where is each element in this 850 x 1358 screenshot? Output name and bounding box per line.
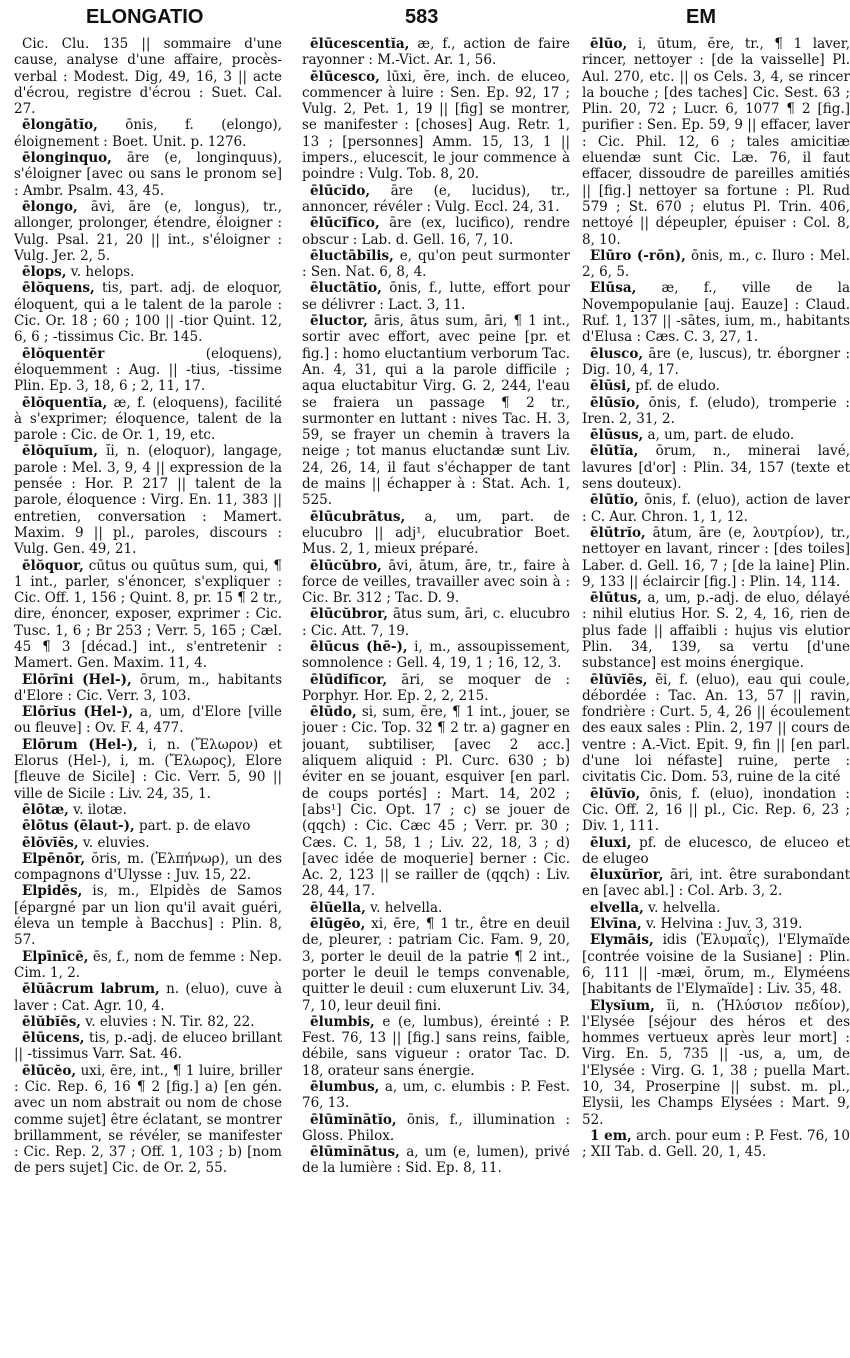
entry-definition: āre (e, lucidus), tr., annoncer, révéler : Vulg. Eccl. 24, 31. (302, 182, 570, 215)
dictionary-entry (14, 851, 282, 884)
entry-definition: ōnis, f. (eludo), tromperie : Iren. 2, 31, 2. (582, 394, 850, 427)
entry-headword: ēlūtĭo, (590, 492, 639, 509)
entry-definition: āri, int. être surabondant en [avec abl.] : Col. Arb. 3, 2. (582, 867, 850, 900)
entry-headword: 1 em, (590, 1127, 632, 1144)
dictionary-entry (302, 558, 570, 607)
entry-headword: ēlūcĭdo, (310, 182, 371, 199)
entry-headword: ēlŭbĭēs, (22, 1013, 81, 1030)
entry-definition: ātum, āre (e, λουτρίον), tr., nettoyer en lavant, rincer : [des toiles] Laber. d. Gell. 16, 7 ; [de la laine] Plin. 9, 133 || éclaircir [fig.] : Plin. 14, 114. (582, 524, 850, 590)
dictionary-entry (302, 606, 570, 639)
header-right-guideword: EM (686, 6, 716, 28)
entry-headword: Elūsa, (590, 280, 637, 297)
entry-headword: ēlŏquentĕr (22, 345, 105, 362)
entry-headword: Elōrum (Hel-), (22, 736, 138, 753)
entry-headword: ēlūtĭa, (590, 443, 639, 460)
entry-definition: cūtus ou quūtus sum, qui, ¶ 1 int., parler, s'énoncer, s'expliquer : Cic. Off. 1, 156 ; Quint. 8, pr. 15 ¶ 2 tr., dire, énoncer, exposer, exprimer : Cic. Tusc. 1, 6 ; Br 253 ; Verr. 5, 165 ; Cæl. 45 ¶ 3 [décad.] int., s'entretenir : Mamert. Gen. Maxim. 11, 4. (14, 557, 282, 672)
dictionary-entry (302, 183, 570, 216)
dictionary-entry (302, 1014, 570, 1079)
dictionary-entry (14, 704, 282, 737)
entry-headword: ēlŭella, (310, 899, 366, 916)
dictionary-entry (582, 900, 850, 916)
entry-definition: ōnis, f., illumination : Gloss. Philox. (302, 1111, 570, 1144)
dictionary-entry (14, 36, 282, 117)
entry-definition: āvi, āre (e, longus), tr., allonger, prolonger, étendre, éloigner : Vulg. Psal. 21, 20 || int., s'éloigner : Vulg. Jer. 2, 5. (14, 198, 282, 264)
entry-headword: ēlōtus (ēlaut-), (22, 818, 135, 835)
entry-definition: part. p. de elavo (138, 818, 251, 835)
entry-definition: idis (Ἐλυμαΐς), l'Elymaïde [contrée voisine de la Susiane] : Plin. 6, 111 || -mæi, ōrum, m., Elyméens [habitants de l'Elymaïde] : Liv. 35, 48. (582, 932, 850, 998)
entry-definition: lūxi, ĕre, inch. de eluceo, commencer à luire : Sen. Ep. 92, 17 ; Vulg. 2, Pet. 1, 19 || [fig] se montrer, se manifester : [choses] Aug. Retr. 1, 13 ; [personnes] Amm. 15, 13, 1 || impers., elucescit, le jour commence à poindre : Vulg. Tob. 8, 20. (302, 68, 570, 183)
entry-headword: ēlūcŭbro, (310, 557, 382, 574)
entry-headword: ēlūdĭfĭcor, (310, 671, 388, 688)
column-1 (14, 36, 282, 1354)
dictionary-entry (582, 1128, 850, 1161)
entry-definition: pf. de elucesco, de eluceo et de elugeo (582, 834, 850, 867)
entry-headword: ēlŭvĭo, (590, 785, 641, 802)
entry-headword: ēlumbus, (310, 1079, 380, 1095)
entry-definition: æ, f., ville de la Novempopulanie [auj. Eauze] : Claud. Ruf. 1, 137 || -sātes, ium, m., habitants d'Elusa : Cæs. C. 3, 27, 1. (582, 280, 850, 346)
entry-headword: ēlops, (22, 264, 67, 281)
entry-definition: ēs, f., nom de femme : Nep. Cim. 1, 2. (14, 948, 282, 981)
entry-headword: ēlŏquens, (22, 280, 95, 297)
dictionary-entry (302, 280, 570, 313)
entry-headword: ēluxŭrĭor, (590, 867, 664, 884)
entry-definition: ŏris, m. (Ἐλπήνωρ), un des compagnons d'Ulysse : Juv. 15, 22. (14, 850, 282, 884)
dictionary-entry (14, 883, 282, 948)
entry-headword: elvella, (590, 899, 644, 916)
dictionary-entry (14, 949, 282, 982)
entry-definition: tis, p.-adj. de eluceo brillant || -tissimus Varr. Sat. 46. (14, 1030, 282, 1063)
entry-definition: pf. de eludo. (635, 378, 720, 395)
entry-definition: āre (e, luscus), tr. éborgner : Dig. 10, 4, 17. (582, 345, 850, 378)
dictionary-entry (582, 590, 850, 671)
entry-definition: is, m., Elpidès de Samos [épargné par un lion qu'il avait guéri, éleva un temple à Bacchus] : Plin. 8, 57. (14, 883, 282, 949)
entry-headword: ēlusco, (590, 345, 644, 362)
entry-headword: ēlŏquentĭa, (22, 394, 108, 411)
dictionary-entry (582, 280, 850, 345)
entry-headword: ēlūcus (hē-), (310, 638, 408, 655)
entry-headword: Elōrĭus (Hel-), (22, 704, 134, 721)
dictionary-entry (14, 150, 282, 199)
entry-definition: ōnis, f. (elongo), éloignement : Boet. Unit. p. 1276. (14, 117, 282, 150)
entry-headword: ēluctābĭlis, (310, 247, 394, 264)
dictionary-entry (582, 395, 850, 428)
column-2 (302, 36, 570, 1354)
entry-headword: ēlūmĭnātus, (310, 1144, 400, 1161)
dictionary-entry (302, 704, 570, 900)
entry-definition: a, um, part. de elucubro || adj¹, elucubratior Boet. Mus. 2, 1, mieux préparé. (302, 508, 570, 558)
entry-headword: ēlumbis, (310, 1013, 375, 1030)
entry-headword: ēlŭvĭēs, (590, 671, 648, 688)
entry-definition: v. eluvies : N. Tir. 82, 22. (85, 1013, 255, 1030)
entry-definition: ōrum, m., habitants d'Elore : Cic. Verr. 3, 103. (14, 671, 282, 704)
dictionary-entry (582, 835, 850, 868)
dictionary-entry (14, 737, 282, 802)
dictionary-entry (14, 1030, 282, 1063)
entry-headword: ēluctātĭo, (310, 280, 382, 297)
entry-headword: ēlūtus, (590, 590, 642, 607)
entry-definition: n. (eluo), cuve à laver : Cat. Agr. 10, 4. (14, 981, 282, 1014)
dictionary-entry (582, 932, 850, 997)
entry-headword: Elpēnōr, (22, 850, 86, 867)
entry-definition: a, um, d'Elore [ville ou fleuve] : Ov. F. 4, 477. (14, 704, 282, 737)
entry-headword: ēlūcĭfĭco, (310, 215, 380, 232)
entry-definition: e (e, lumbus), éreinté : P. Fest. 76, 13 || [fig.] sans reins, faible, débile, sans vigueur : orator Tac. D. 18, orateur sans énergie. (302, 1013, 570, 1079)
entry-headword: ēlūcubrātus, (310, 508, 406, 525)
dictionary-entry (302, 639, 570, 672)
entry-definition: æ, f., action de faire rayonner : M.-Vict. Ar. 1, 56. (302, 36, 570, 69)
entry-headword: ēlŭācrum labrum, (22, 981, 160, 998)
entry-definition: tis, part. adj. de eloquor, éloquent, qui a le talent de la parole : Cic. Or. 18 ; 60 ; 100 || -tior Quint. 12, 6, 6 ; -tissimus Cic. Br. 145. (14, 280, 282, 346)
entry-definition: ēi, f. (eluo), eau qui coule, débordée : Tac. An. 13, 57 || ravin, fondrière : Curt. 5, 4, 26 || écoulement des eaux sales : Plin. 2, 197 || cours de ventre : A.-Vict. Epit. 9, fin || [en parl. d'une loi néfaste] ruine, perte : civitatis Cic. Dom. 53, ruine de la cité (582, 671, 850, 786)
entry-definition: ĭi, n. (eloquor), langage, parole : Mel. 3, 9, 4 || expression de la pensée : Hor. P. 217 || talent de la parole, éloquence : Virg. En. 11, 383 || entretien, conversation : Mamert. Maxim. 9 || pl., paroles, discours : Vulg. Gen. 49, 21. (14, 443, 282, 558)
dictionary-entry (14, 835, 282, 851)
entry-definition: āvi, ātum, āre, tr., faire à force de veilles, travailler avec soin à : Cic. Br. 312 ; Tac. D. 9. (302, 557, 570, 607)
entry-headword: ēlūcens, (22, 1030, 85, 1047)
dictionary-entry (302, 215, 570, 248)
page-number: 583 (405, 6, 439, 28)
dictionary-entry (14, 818, 282, 834)
dictionary-entry (302, 672, 570, 705)
entry-definition: āre (e, longinquus), s'éloigner [avec ou sans le pronom se] : Ambr. Psalm. 43, 45. (14, 150, 282, 199)
entry-headword: ēlŏquĭum, (22, 443, 98, 460)
entry-definition: a, um (e, lumen), privé de la lumière : Sid. Ep. 8, 11. (302, 1144, 570, 1177)
entry-definition: v. ilotæ. (73, 801, 127, 818)
entry-definition: a, um, part. de eludo. (647, 427, 795, 444)
dictionary-entry (582, 867, 850, 900)
dictionary-entry (582, 916, 850, 932)
dictionary-entry (302, 1079, 570, 1112)
entry-headword: ēlūtrĭo, (590, 524, 646, 541)
entry-headword: ēlūgĕo, (310, 916, 366, 933)
entry-definition: v. helvella. (648, 899, 721, 916)
entry-headword: ēluctor, (310, 313, 368, 330)
entry-definition: xi, ēre, ¶ 1 tr., être en deuil de, pleurer, : patriam Cic. Fam. 9, 20, 3, porter le deuil de la patrie ¶ 2 int., porter le deuil le temps convenable, quitter le deuil : cum eluxerunt Liv. 34, 7, 10, leur deuil fini. (302, 916, 570, 1014)
entry-definition: i, m., assoupissement, somnolence : Gell. 4, 19, 1 ; 16, 12, 3. (302, 638, 570, 672)
entry-definition: ōnis, m., c. Iluro : Mel. 2, 6, 5. (582, 247, 850, 281)
entry-definition: si, sum, ĕre, ¶ 1 int., jouer, se jouer : Cic. Top. 32 ¶ 2 tr. a) gagner en jouant, subtiliser, [avec 2 acc.] aliquem aliquid : Pl. Curc. 630 ; b) éviter en se jouant, esquiver [en parl. de coups portés] : Mart. 14, 202 ; [abs¹] Cic. Opt. 17 ; c) se jouer de (qqch) : Cic. Cæc 45 ; Verr. pr. 30 ; Cæs. C. 1, 58, 1 ; Liv. 22, 18, 3 ; d) [avec idée de moquerie] berner : Cic. Ac. 2, 123 || se railler de (qqch) : Liv. 28, 44, 17. (302, 704, 570, 900)
entry-headword: ēlūmĭnātĭo, (310, 1111, 397, 1128)
entry-definition: ōnis, f., lutte, effort pour se délivrer : Lact. 3, 11. (302, 280, 570, 313)
dictionary-entry (302, 900, 570, 916)
entry-definition: āris, ātus sum, āri, ¶ 1 int., sortir avec effort, avec peine [pr. et fig.] : homo eluctantium verborum Tac. An. 4, 31, qui a la parole difficile ; aqua eluctabitur Virg. G. 2, 244, l'eau se fraiera un passage ¶ 2 tr., surmonter en luttant : nives Tac. H. 3, 59, se frayer un chemin à travers la neige ; tot manus eluctandæ sunt Liv. 24, 26, 14, il faut s'échapper de tant de mains || échapper à : Stat. Ach. 1, 525. (302, 313, 570, 509)
entry-headword: Elūro (-rōn), (590, 247, 686, 264)
dictionary-entry (14, 443, 282, 557)
entry-definition: āre (ex, lucifico), rendre obscur : Lab. d. Gell. 16, 7, 10. (302, 215, 570, 248)
entry-definition: ĭi, n. (Ἠλύσιον πεδίον), l'Elysée [séjour des héros et des hommes vertueux après leur mort] : Virg. En. 5, 735 || -us, a, um, de l'Elysée : Virg. G. 1, 38 ; puella Mart. 10, 34, Proserpine || subst. m. pl., Elysii, les Champs Elysées : Mart. 9, 52. (582, 997, 850, 1128)
entry-headword: Elpidēs, (22, 883, 83, 900)
dictionary-entry (582, 378, 850, 394)
entry-definition: uxi, ēre, int., ¶ 1 luire, briller : Cic. Rep. 6, 16 ¶ 2 [fig.] a) [en gén. avec un nom abstrait ou nom de chose comme sujet] être éclatant, se montrer brillamment, se révéler, se manifester : Cic. Rep. 2, 37 ; Off. 1, 103 ; b) [nom de pers sujet] Cic. de Or. 2, 55. (14, 1062, 282, 1177)
entry-headword: Elpīnīcē, (22, 948, 89, 965)
entry-headword: Elōrīni (Hel-), (22, 671, 132, 688)
entry-headword: ēlongo, (22, 198, 78, 215)
entry-headword: ēlŏvĭēs, (22, 834, 79, 851)
entry-definition: i, ūtum, ĕre, tr., ¶ 1 laver, rincer, nettoyer : [de la vaisselle] Pl. Aul. 270, etc. || os Cels. 3, 4, se rincer la bouche ; [des taches] Cic. Sest. 63 ; Plin. 20, 72 ; Lucr. 6, 1077 ¶ 2 [fig.] purifier : Sen. Ep. 59, 9 || effacer, laver : Cic. Phil. 12, 6 ; tales amicitiæ eluendæ sunt Cic. Læ. 76, il faut effacer, dissoudre de pareilles amitiés || [fig.] nettoyer sa fortune : Pl. Rud 579 ; St. 670 ; elutus Pl. Trin. 406, nettoyé || dépeupler, épuiser : Col. 8, 8, 10. (582, 36, 850, 248)
entry-headword: ēlŏquor, (22, 557, 84, 574)
entry-headword: ēlŭo, (590, 36, 628, 52)
dictionary-entry (582, 443, 850, 492)
entry-definition: æ, f. (eloquens), facilité à s'exprimer; éloquence, talent de la parole : Cic. de Or. 1, 19, etc. (14, 394, 282, 444)
dictionary-entry (302, 36, 570, 69)
dictionary-entry (582, 248, 850, 281)
dictionary-entry (302, 248, 570, 281)
entry-headword: Elymāis, (590, 932, 654, 949)
entry-definition: v. eluvies. (82, 834, 150, 851)
dictionary-entry (302, 69, 570, 183)
entry-headword: ēluxi, (590, 834, 632, 851)
dictionary-entry (14, 280, 282, 345)
dictionary-entry (302, 1112, 570, 1145)
entry-headword: Elysĭum, (590, 997, 655, 1014)
dictionary-entry (14, 395, 282, 444)
entry-headword: ēlongātĭo, (22, 117, 98, 134)
dictionary-entry (14, 117, 282, 150)
dictionary-entry (302, 916, 570, 1014)
entry-headword: ēlūcŭbror, (310, 606, 388, 623)
header-left-guideword: ELONGATIO (86, 6, 204, 28)
entry-definition: v. helvella. (370, 899, 443, 916)
entry-definition: ōrum, n., minerai lavé, lavures [d'or] : Plin. 34, 157 (texte et sens douteux). (582, 443, 850, 493)
entry-definition: v. Helvina : Juv. 3, 319. (645, 916, 803, 933)
entry-definition: arch. pour eum : P. Fest. 76, 10 ; XII Tab. d. Gell. 20, 1, 45. (582, 1127, 850, 1161)
entry-headword: ēlūcesco, (310, 68, 380, 85)
dictionary-entry (582, 786, 850, 835)
running-header (0, 6, 850, 38)
entry-headword: ēlūsi, (590, 378, 631, 395)
entry-definition: Cic. Clu. 135 || sommaire d'une cause, analyse d'une affaire, procès-verbal : Modest. Dig, 49, 16, 3 || acte d'écrou, registre d'écrou : Suet. Cal. 27. (14, 36, 282, 118)
dictionary-entry (14, 672, 282, 705)
dictionary-entry (302, 313, 570, 509)
dictionary-entry (582, 346, 850, 379)
dictionary-entry (582, 672, 850, 786)
dictionary-entry (14, 199, 282, 264)
entry-headword: ēlūsĭo, (590, 394, 640, 411)
dictionary-entry (14, 802, 282, 818)
entry-headword: ēlōtæ, (22, 801, 69, 818)
dictionary-entry (302, 1144, 570, 1177)
dictionary-entry (302, 509, 570, 558)
dictionary-entry (14, 346, 282, 395)
entry-definition: ātus sum, āri, c. elucubro : Cic. Att. 7, 19. (302, 606, 570, 639)
dictionary-entry (582, 525, 850, 590)
entry-headword: Elvīna, (590, 916, 642, 933)
dictionary-entry (14, 264, 282, 280)
entry-definition: e, qu'on peut surmonter : Sen. Nat. 6, 8, 4. (302, 247, 570, 281)
entry-definition: a, um, p.-adj. de eluo, délayé : nihil elutius Hor. S. 2, 4, 16, rien de plus fade || affaibli : hujus vis elutior Plin. 34, 139, sa vertu [d'une substance] est moins énergique. (582, 590, 850, 672)
entry-headword: ēlūsus, (590, 427, 644, 444)
dictionary-entry (582, 427, 850, 443)
dictionary-entry (14, 981, 282, 1014)
entry-definition: i, n. (Ἔλωρον) et Elorus (Hel-), i, m. (Ἔλωρος), Elore [fleuve de Sicile] : Cic. Verr. 5, 90 || ville de Sicile : Liv. 24, 35, 1. (14, 736, 282, 802)
dictionary-entry (582, 492, 850, 525)
dictionary-entry (582, 36, 850, 248)
dictionary-entry (582, 998, 850, 1128)
dictionary-entry (14, 1063, 282, 1177)
entry-headword: ēlūcĕo, (22, 1062, 77, 1079)
entry-headword: ēlūcescentĭa, (310, 36, 410, 52)
entry-definition: a, um, c. elumbis : P. Fest. 76, 13. (302, 1079, 570, 1112)
entry-definition: (eloquens), éloquemment : Aug. || -tius, -tissime Plin. Ep. 3, 18, 6 ; 2, 11, 17. (14, 345, 282, 395)
entry-definition: ōnis, f. (eluo), inondation : Cic. Off. 2, 16 || pl., Cic. Rep. 6, 23 ; Div. 1, 111. (582, 785, 850, 835)
dictionary-entry (14, 1014, 282, 1030)
entry-definition: ōnis, f. (eluo), action de laver : C. Aur. Chron. 1, 1, 12. (582, 492, 850, 525)
entry-headword: ēlūdo, (310, 704, 357, 721)
column-3 (582, 36, 850, 1354)
entry-definition: āri, se moquer de : Porphyr. Hor. Ep. 2, 2, 215. (302, 671, 570, 704)
dictionary-entry (14, 558, 282, 672)
entry-headword: ēlonginquo, (22, 150, 112, 167)
entry-definition: v. helops. (70, 264, 135, 281)
